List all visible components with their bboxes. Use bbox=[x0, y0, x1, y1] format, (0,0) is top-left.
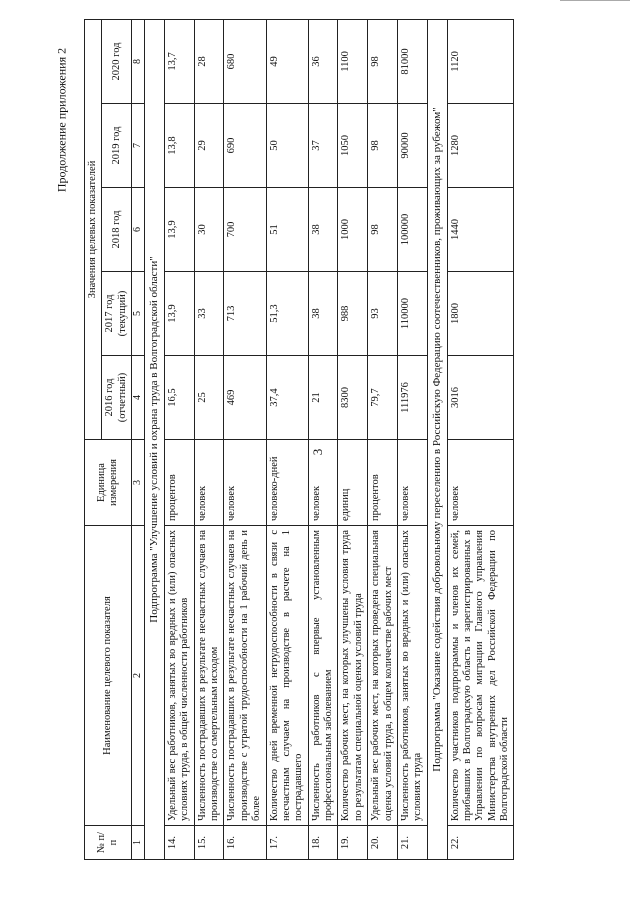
table-row bbox=[447, 19, 514, 859]
indicator-name: Численность пострадавших в результате несчастных случаев на производстве с утратой трудоспособности на 1 рабочий день и более bbox=[224, 526, 266, 826]
value-cell: 38 bbox=[308, 188, 338, 272]
value-cell: 98 bbox=[368, 19, 398, 103]
column-index-row bbox=[132, 19, 145, 859]
value-cell: 3016 bbox=[447, 356, 514, 440]
row-number: 19. bbox=[338, 826, 368, 860]
value-cell: 25 bbox=[194, 356, 224, 440]
indicator-name: Удельный вес рабочих мест, на которых проведена специальная оценка условий труда, в общем количестве рабочих мест bbox=[368, 526, 398, 826]
value-cell: 98 bbox=[368, 188, 398, 272]
unit-cell: человек bbox=[447, 440, 514, 526]
rotated-table-container bbox=[84, 20, 544, 860]
value-cell: 1440 bbox=[447, 188, 514, 272]
column-index: 4 bbox=[132, 356, 145, 440]
header-year-2020: 2020 год bbox=[102, 19, 132, 103]
header-unit: Единица измерения bbox=[85, 440, 132, 526]
value-cell: 1050 bbox=[338, 104, 368, 188]
column-index: 3 bbox=[132, 440, 145, 526]
unit-cell: процентов bbox=[368, 440, 398, 526]
column-index: 2 bbox=[132, 526, 145, 826]
column-index: 8 bbox=[132, 19, 145, 103]
value-cell: 37 bbox=[308, 104, 338, 188]
row-number: 15. bbox=[194, 826, 224, 860]
value-cell: 1280 bbox=[447, 104, 514, 188]
value-cell: 13,9 bbox=[164, 272, 194, 356]
header-year-2018: 2018 год bbox=[102, 188, 132, 272]
continuation-label: Продолжение приложения 2 bbox=[54, 47, 69, 193]
value-cell: 100000 bbox=[397, 188, 427, 272]
indicator-name: Численность работников с впервые установленным профессиональным заболеванием bbox=[308, 526, 338, 826]
unit-cell: процентов bbox=[164, 440, 194, 526]
table-row bbox=[338, 19, 368, 859]
row-number: 20. bbox=[368, 826, 398, 860]
column-index: 7 bbox=[132, 104, 145, 188]
value-cell: 29 bbox=[194, 104, 224, 188]
unit-cell: единиц bbox=[338, 440, 368, 526]
value-cell: 13,8 bbox=[164, 104, 194, 188]
value-cell: 988 bbox=[338, 272, 368, 356]
indicator-name: Удельный вес работников, занятых во вредных и (или) опасных условиях труда, в общей численности работников bbox=[164, 526, 194, 826]
scan-edge-mark bbox=[560, 0, 630, 5]
row-number: 14. bbox=[164, 826, 194, 860]
value-cell: 680 bbox=[224, 19, 266, 103]
indicators-table bbox=[84, 19, 514, 860]
value-cell: 21 bbox=[308, 356, 338, 440]
indicator-name: Количество дней временной нетрудоспособности в связи с несчастным случаем на производстве в расчете на 1 пострадавшего bbox=[266, 526, 308, 826]
value-cell: 51 bbox=[266, 188, 308, 272]
value-cell: 33 bbox=[194, 272, 224, 356]
value-cell: 1100 bbox=[338, 19, 368, 103]
indicator-name: Количество участников подпрограммы и членов их семей, прибывших в Волгоградскую область и зарегистрированных в Управлении по вопросам миграции Главного управления Министерства внутренних дел Российской Федерации по Волгоградской области bbox=[447, 526, 514, 826]
value-cell: 13,9 bbox=[164, 188, 194, 272]
unit-cell: человек bbox=[194, 440, 224, 526]
value-cell: 98 bbox=[368, 104, 398, 188]
value-cell: 90000 bbox=[397, 104, 427, 188]
indicator-name: Количество рабочих мест, на которых улучшены условия труда по результатам специальной оценки условий труда bbox=[338, 526, 368, 826]
row-number: 16. bbox=[224, 826, 266, 860]
table-row bbox=[308, 19, 338, 859]
table-row bbox=[224, 19, 266, 859]
column-index: 6 bbox=[132, 188, 145, 272]
value-cell: 111976 bbox=[397, 356, 427, 440]
table-row bbox=[164, 19, 194, 859]
value-cell: 13,7 bbox=[164, 19, 194, 103]
section-title: Подпрограмма "Оказание содействия добровольному переселению в Российскую Федерацию соотечественников, проживающих за рубежом" bbox=[427, 19, 447, 859]
value-cell: 700 bbox=[224, 188, 266, 272]
section-row bbox=[427, 19, 447, 859]
value-cell: 38 bbox=[308, 272, 338, 356]
header-values: Значения целевых показателей bbox=[85, 19, 102, 439]
value-cell: 1800 bbox=[447, 272, 514, 356]
value-cell: 36 bbox=[308, 19, 338, 103]
unit-cell: человеко-дней bbox=[266, 440, 308, 526]
table-row bbox=[368, 19, 398, 859]
value-cell: 49 bbox=[266, 19, 308, 103]
value-cell: 1000 bbox=[338, 188, 368, 272]
value-cell: 81000 bbox=[397, 19, 427, 103]
value-cell: 690 bbox=[224, 104, 266, 188]
row-number: 21. bbox=[397, 826, 427, 860]
header-year-2019: 2019 год bbox=[102, 104, 132, 188]
header-year-2016: 2016 год (отчетный) bbox=[102, 356, 132, 440]
indicator-name: Численность работников, занятых во вредных и (или) опасных условиях труда bbox=[397, 526, 427, 826]
value-cell: 469 bbox=[224, 356, 266, 440]
column-index: 5 bbox=[132, 272, 145, 356]
table-body bbox=[144, 19, 514, 859]
value-cell: 8300 bbox=[338, 356, 368, 440]
unit-cell: человек bbox=[308, 440, 338, 526]
page-number: 3 bbox=[310, 448, 325, 456]
value-cell: 93 bbox=[368, 272, 398, 356]
value-cell: 110000 bbox=[397, 272, 427, 356]
value-cell: 50 bbox=[266, 104, 308, 188]
unit-cell: человек bbox=[397, 440, 427, 526]
section-row bbox=[144, 19, 164, 859]
value-cell: 16,5 bbox=[164, 356, 194, 440]
header-year-2017: 2017 год (текущий) bbox=[102, 272, 132, 356]
header-no: № п/п bbox=[85, 826, 132, 860]
value-cell: 79,7 bbox=[368, 356, 398, 440]
section-title: Подпрограмма "Улучшение условий и охрана труда в Волгоградской области" bbox=[144, 19, 164, 859]
table-row bbox=[266, 19, 308, 859]
unit-cell: человек bbox=[224, 440, 266, 526]
table-row bbox=[194, 19, 224, 859]
value-cell: 37,4 bbox=[266, 356, 308, 440]
value-cell: 30 bbox=[194, 188, 224, 272]
value-cell: 51,3 bbox=[266, 272, 308, 356]
row-number: 17. bbox=[266, 826, 308, 860]
header-name: Наименование целевого показателя bbox=[85, 526, 132, 826]
row-number: 22. bbox=[447, 826, 514, 860]
column-index: 1 bbox=[132, 826, 145, 860]
value-cell: 713 bbox=[224, 272, 266, 356]
table-row bbox=[397, 19, 427, 859]
indicator-name: Численность пострадавших в результате несчастных случаев на производстве со смертельным исходом bbox=[194, 526, 224, 826]
value-cell: 1120 bbox=[447, 19, 514, 103]
row-number: 18. bbox=[308, 826, 338, 860]
header-row bbox=[85, 19, 102, 859]
value-cell: 28 bbox=[194, 19, 224, 103]
